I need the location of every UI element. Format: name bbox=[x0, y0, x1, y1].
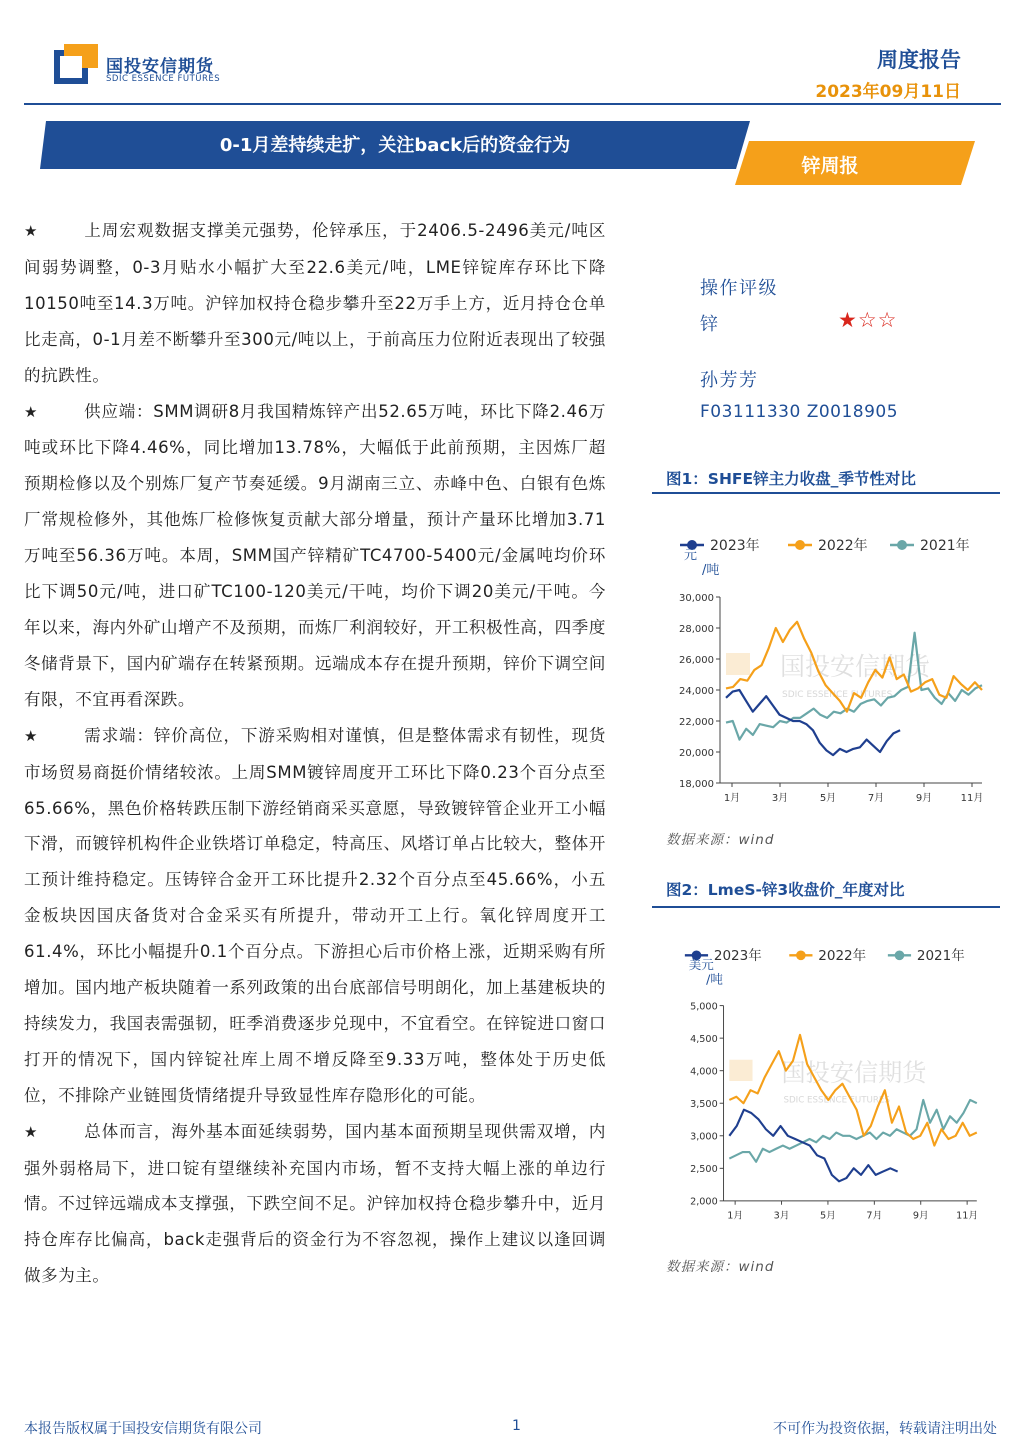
page-number: 1 bbox=[512, 1418, 521, 1434]
paragraph-3 bbox=[24, 718, 606, 1114]
summary-body bbox=[24, 213, 606, 1294]
y-tick-label: 26,000 bbox=[679, 655, 714, 666]
figure-2-divider bbox=[652, 906, 1000, 908]
header-divider bbox=[24, 103, 1001, 105]
report-type: 周度报告 bbox=[877, 48, 961, 72]
analyst-license: F03111330 Z0018905 bbox=[700, 402, 899, 422]
rating-item: 锌 bbox=[700, 314, 718, 335]
x-tick-label: 11月 bbox=[960, 793, 984, 804]
y-tick-label: 28,000 bbox=[679, 624, 714, 635]
legend-label: 2022年 bbox=[818, 948, 867, 965]
y-tick-label: 3,500 bbox=[690, 1099, 718, 1111]
figure-2-chart bbox=[652, 936, 1000, 1226]
paragraph-2 bbox=[24, 394, 606, 718]
watermark-logo bbox=[726, 653, 750, 675]
watermark-logo bbox=[729, 1060, 752, 1081]
watermark: 国投安信期货 bbox=[780, 652, 931, 681]
legend-marker bbox=[796, 951, 806, 961]
x-tick-label: 11月 bbox=[956, 1210, 979, 1222]
x-tick-label: 9月 bbox=[915, 793, 933, 804]
y-tick-label: 2,500 bbox=[690, 1164, 718, 1176]
paragraph-4 bbox=[24, 1114, 606, 1295]
y-tick-label: 4,000 bbox=[690, 1066, 718, 1078]
y-tick-label: 18,000 bbox=[679, 779, 714, 790]
series-line-2021年 bbox=[726, 633, 982, 740]
legend-marker bbox=[897, 540, 907, 550]
x-tick-label: 1月 bbox=[723, 793, 741, 804]
figure-1-divider bbox=[652, 492, 1000, 494]
y-tick-label: 22,000 bbox=[679, 717, 714, 728]
unit-label: /吨 bbox=[702, 563, 720, 578]
x-tick-label: 5月 bbox=[819, 793, 837, 804]
legend-marker bbox=[795, 540, 805, 550]
y-tick-label: 20,000 bbox=[679, 748, 714, 759]
legend-label: 2023年 bbox=[713, 948, 762, 965]
x-tick-label: 9月 bbox=[912, 1210, 929, 1222]
x-tick-label: 1月 bbox=[727, 1210, 744, 1222]
x-tick-label: 3月 bbox=[771, 793, 789, 804]
rating-stars: ★☆☆ bbox=[838, 308, 898, 332]
watermark-sub: SDIC ESSENCE FUTURES bbox=[782, 690, 893, 700]
unit-label: /吨 bbox=[706, 971, 723, 987]
star-bullet-icon: ★ bbox=[24, 726, 39, 745]
y-tick-label: 5,000 bbox=[690, 1001, 718, 1013]
watermark: 国投安信期货 bbox=[781, 1059, 927, 1087]
paragraph-1 bbox=[24, 213, 606, 394]
legend-marker bbox=[895, 951, 905, 961]
x-tick-label: 7月 bbox=[867, 793, 885, 804]
star-bullet-icon: ★ bbox=[24, 402, 39, 421]
x-tick-label: 7月 bbox=[866, 1210, 883, 1222]
figure-1-chart bbox=[652, 525, 1000, 815]
footer-copyright: 本报告版权属于国投安信期货有限公司 bbox=[24, 1421, 262, 1437]
legend-label: 2023年 bbox=[710, 538, 760, 554]
figure-1-title: 图1：SHFE锌主力收盘_季节性对比 bbox=[666, 470, 916, 488]
report-date: 2023年09月11日 bbox=[815, 82, 961, 102]
report-title: 0-1月差持续走扩，关注back后的资金行为 bbox=[219, 135, 571, 156]
y-tick-label: 2,000 bbox=[690, 1196, 718, 1208]
watermark-sub: SDIC ESSENCE FUTURES bbox=[783, 1095, 890, 1106]
figure-1-source: 数据来源：wind bbox=[666, 832, 775, 848]
logo-subtext: SDIC ESSENCE FUTURES bbox=[106, 74, 221, 84]
paragraph-text: 总体而言，海外基本面延续弱势，国内基本面预期呈现供需双增，内强外弱格局下，进口锭有望继续补充国内市场，暂不支持大幅上涨的单边行情。不过锌远端成本支撑强，下跌空间不足。沪锌加权持仓稳步攀升中，近月持仓库存比偏高，back走强背后的资金行为不容忽视，操作上建议以逢回调做多为主。 bbox=[24, 1121, 606, 1286]
footer-disclaimer: 不可作为投资依据，转载请注明出处 bbox=[773, 1421, 997, 1437]
star-bullet-icon: ★ bbox=[24, 222, 39, 240]
logo-text: 国投安信期货 bbox=[106, 57, 214, 77]
rating-label: 操作评级 bbox=[700, 278, 778, 299]
legend-label: 2022年 bbox=[818, 538, 868, 554]
paragraph-text: 供应端：SMM调研8月我国精炼锌产出52.65万吨，环比下降2.46万吨或环比下降4.46%，同比增加13.78%，大幅低于此前预期，主因炼厂超预期检修以及个别炼厂复产节奏延缓。9月湖南三立、赤峰中色、白银有色炼厂常规检修外，其他炼厂检修恢复贡献大部分增量，预计产量环比增加3.71万吨至56.36万吨。本周，SMM国产锌精矿TC4700-5400元/金属吨均价环比下调50元/吨，进口矿TC100-120美元/干吨，均价下调20美元/干吨。今年以来，海内外矿山增产不及预期，而炼厂利润较好，开工积极性高，四季度冬储背景下，国内矿端存在转紧预期。远端成本存在提升预期，锌价下调空间有限，不宜再看深跌。 bbox=[24, 401, 606, 709]
legend-label: 2021年 bbox=[916, 948, 965, 965]
y-tick-label: 3,000 bbox=[690, 1131, 718, 1143]
x-tick-label: 5月 bbox=[820, 1210, 836, 1222]
x-tick-label: 3月 bbox=[773, 1210, 790, 1222]
logo-mark-icon bbox=[54, 44, 98, 84]
star-bullet-icon: ★ bbox=[24, 1122, 39, 1141]
y-tick-label: 24,000 bbox=[679, 686, 714, 697]
legend-label: 2021年 bbox=[920, 538, 970, 554]
unit-label: 美元 bbox=[688, 956, 714, 972]
paragraph-text: 需求端：锌价高位，下游采购相对谨慎，但是整体需求有韧性，现货市场贸易商挺价情绪较浓。上周SMM镀锌周度开工环比下降0.23个百分点至65.66%，黑色价格转跌压制下游经销商采买意愿，导致镀锌管企业开工小幅下滑，而镀锌机构件企业铁塔订单稳定，特高压、风塔订单占比较大，整体开工预计维持稳定。压铸锌合金开工环比提升2.32个百分点至45.66%，小五金板块因国庆备货对合金采买有所提升，带动开工上行。氧化锌周度开工61.4%，环比小幅提升0.1个百分点。下游担心后市价格上涨，近期采购有所增加。国内地产板块随着一系列政策的出台底部信号明朗化，加上基建板块的持续发力，我国表需强韧，旺季消费逐步兑现中，不宜看空。在锌锭进口窗口打开的情况下，国内锌锭社库上周不增反降至9.33万吨，整体处于历史低位，不排除产业链囤货情绪提升导致显性库存隐形化的可能。 bbox=[24, 725, 606, 1105]
figure-2-source: 数据来源：wind bbox=[666, 1259, 775, 1275]
figure-2-title: 图2：LmeS-锌3收盘价_年度对比 bbox=[666, 881, 905, 899]
y-tick-label: 30,000 bbox=[679, 593, 714, 604]
report-tag: 锌周报 bbox=[801, 155, 859, 177]
y-tick-label: 4,500 bbox=[690, 1034, 718, 1046]
unit-label: 元 bbox=[684, 548, 698, 563]
analyst-name: 孙芳芳 bbox=[700, 370, 759, 391]
paragraph-text: 上周宏观数据支撑美元强势，伦锌承压，于2406.5-2496美元/吨区间弱势调整，0-3月贴水小幅扩大至22.6美元/吨，LME锌锭库存环比下降10150吨至14.3万吨。沪锌加权持仓稳步攀升至22万手上方，近月持仓仓单比走高，0-1月差不断攀升至300元/吨以上，于前高压力位附近表现出了较强的抗跌性。 bbox=[24, 221, 606, 385]
